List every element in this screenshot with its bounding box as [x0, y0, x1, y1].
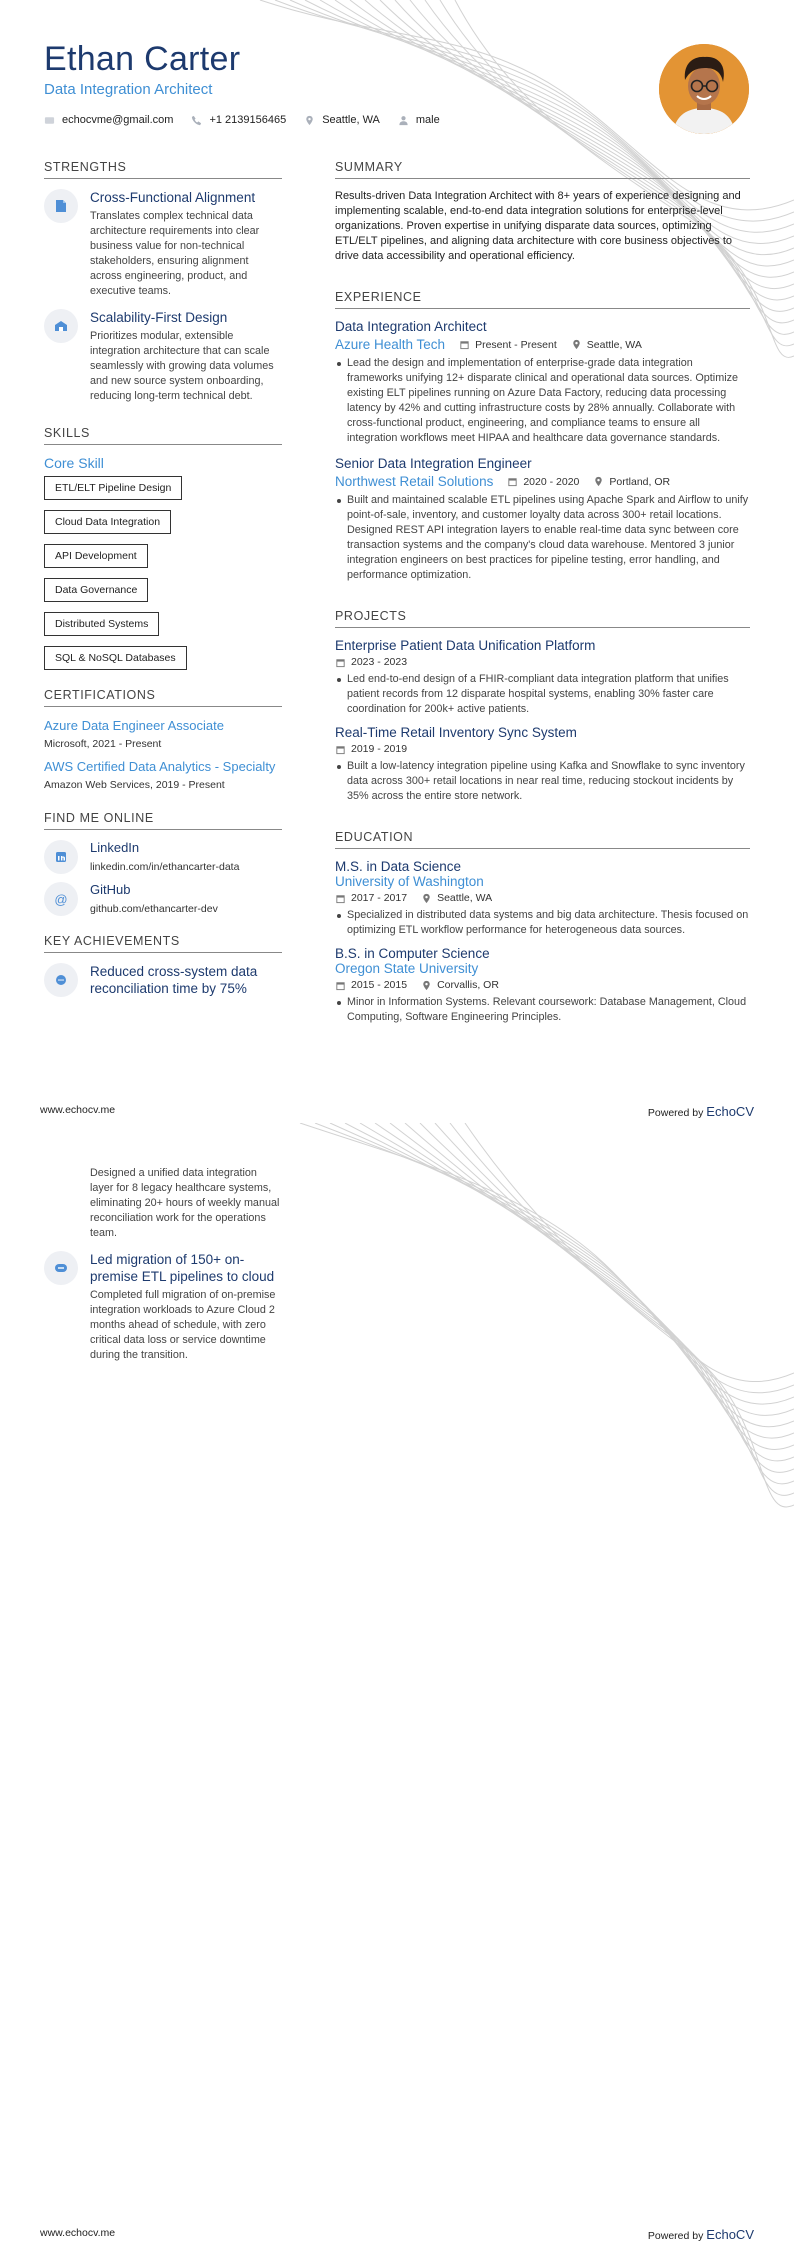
achievement-desc-continued: [44, 1163, 282, 1241]
education-item: [335, 859, 750, 938]
edu-location: Corvallis, OR: [437, 979, 499, 991]
calendar-icon: [335, 980, 346, 991]
project-title: Enterprise Patient Data Unification Platform: [335, 638, 596, 653]
powered-by: Powered by EchoCV: [647, 1104, 754, 1119]
achievement-desc: Designed a unified data integration layer for 8 legacy healthcare systems, eliminating 20+ hours of weekly manual reconciliation work for the operations team.: [90, 1167, 280, 1239]
page-footer: [40, 2227, 754, 2242]
job-title: Data Integration Architect: [335, 319, 487, 334]
experience-item: [335, 456, 750, 583]
social-name: GitHub: [90, 882, 131, 897]
achievement-desc: Completed full migration of on-premise integration workloads to Azure Cloud 2 months ahead of schedule, with zero critical data loss or service downtime during the transition.: [90, 1289, 276, 1361]
edu-bullet: Specialized in distributed data systems and big data architecture. Thesis focused on optimizing ETL workflow performance for heterogeneous data sources.: [335, 908, 750, 938]
location-pin-icon: [421, 980, 432, 991]
experience-item: [335, 319, 750, 446]
location-pin-icon: [421, 893, 432, 904]
edu-location: Seattle, WA: [437, 892, 493, 904]
edu-dates: 2015 - 2015: [351, 979, 408, 991]
summary-heading: SUMMARY: [335, 160, 750, 179]
experience-heading: EXPERIENCE: [335, 290, 750, 309]
project-item: [335, 725, 750, 804]
project-bullet: Led end-to-end design of a FHIR-compliant data integration platform that unifies patient records from 12 disparate hospital systems, enabling 30% faster care coordination for 200k+ active patients.: [335, 672, 750, 717]
right-column: [335, 160, 750, 1025]
candidate-name: Ethan Carter: [44, 40, 241, 78]
person-icon: [398, 115, 409, 126]
social-link[interactable]: [44, 840, 282, 874]
strengths-heading: STRENGTHS: [44, 160, 282, 179]
strength-title: Cross-Functional Alignment: [90, 190, 256, 205]
company-name: Northwest Retail Solutions: [335, 474, 494, 489]
project-title: Real-Time Retail Inventory Sync System: [335, 725, 577, 740]
project-dates: 2019 - 2019: [351, 743, 408, 755]
online-heading: FIND ME ONLINE: [44, 811, 282, 830]
phone-icon: [191, 115, 202, 126]
skill-tag: SQL & NoSQL Databases: [44, 646, 187, 670]
job-dates: 2020 - 2020: [523, 475, 580, 488]
contact-gender: male: [398, 114, 440, 126]
project-bullet: Built a low-latency integration pipeline using Kafka and Snowflake to sync inventory data across 300+ retail locations in near real time, reducing stockout incidents by 35% across the entire store network.: [335, 759, 750, 804]
education-item: [335, 946, 750, 1025]
document-icon: [44, 189, 78, 223]
at-icon: @: [44, 882, 78, 916]
job-title: Senior Data Integration Engineer: [335, 456, 532, 471]
building-icon: [44, 309, 78, 343]
footer-site-link[interactable]: www.echocv.me: [40, 2227, 116, 2239]
job-dates: Present - Present: [475, 338, 557, 351]
skills-heading: SKILLS: [44, 426, 282, 445]
degree: B.S. in Computer Science: [335, 946, 490, 961]
project-dates: 2023 - 2023: [351, 656, 408, 668]
job-location: Seattle, WA: [586, 338, 642, 351]
strength-item: [44, 309, 282, 404]
school: Oregon State University: [335, 961, 479, 976]
contact-row: [44, 114, 440, 126]
page-footer: [40, 1104, 754, 1119]
skill-group-title: Core Skill: [44, 455, 104, 471]
email-icon: [44, 115, 55, 126]
left-column: [44, 160, 282, 1007]
certifications-heading: CERTIFICATIONS: [44, 688, 282, 707]
projects-heading: PROJECTS: [335, 609, 750, 628]
achievement-title: Led migration of 150+ on-premise ETL pipelines to cloud: [90, 1252, 275, 1284]
achievement-title: Reduced cross-system data reconciliation time by 75%: [90, 964, 258, 996]
location-pin-icon: [571, 339, 582, 350]
calendar-icon: [335, 657, 346, 668]
powered-by: Powered by EchoCV: [647, 2227, 754, 2242]
project-item: [335, 638, 750, 717]
calendar-icon: [459, 339, 470, 350]
degree: M.S. in Data Science: [335, 859, 462, 874]
strength-item: [44, 189, 282, 299]
calendar-icon: [335, 744, 346, 755]
badge-icon: [44, 963, 78, 997]
edu-bullet: Minor in Information Systems. Relevant coursework: Database Management, Cloud Computing, Software Engineering Principles.: [335, 995, 750, 1025]
education-heading: EDUCATION: [335, 830, 750, 849]
job-bullet: Built and maintained scalable ETL pipelines using Apache Spark and Airflow to unify point-of-sale, inventory, and customer loyalty data across 300+ retail locations. Designed REST API integration layers to enable real-time data sync between core transaction systems and the company's cloud data warehouse. Mentored 3 junior integration engineers on best practices for pipeline testing, error handling, and performance optimization.: [335, 493, 750, 583]
social-url[interactable]: github.com/ethancarter-dev: [90, 903, 218, 915]
contact-location: Seattle, WA: [304, 114, 380, 126]
brand-logo[interactable]: EchoCV: [706, 1104, 754, 1119]
cert-name: AWS Certified Data Analytics - Specialty: [44, 759, 276, 774]
company-name: Azure Health Tech: [335, 337, 446, 352]
avatar-portrait-icon: [659, 44, 749, 134]
social-link[interactable]: [44, 882, 282, 916]
achievement-item: [44, 1251, 282, 1363]
skill-tag: ETL/ELT Pipeline Design: [44, 476, 182, 500]
skill-tag: Data Governance: [44, 578, 148, 602]
skill-tag: API Development: [44, 544, 148, 568]
cert-meta: Amazon Web Services, 2019 - Present: [44, 779, 225, 791]
brand-logo[interactable]: EchoCV: [706, 2227, 754, 2242]
resume-header: [44, 40, 440, 126]
job-location: Portland, OR: [609, 475, 671, 488]
cert-meta: Microsoft, 2021 - Present: [44, 738, 162, 750]
social-url[interactable]: linkedin.com/in/ethancarter-data: [90, 861, 240, 873]
location-pin-icon: [593, 476, 604, 487]
contact-phone[interactable]: +1 2139156465: [191, 114, 286, 126]
avatar: [659, 44, 749, 134]
location-pin-icon: [304, 115, 315, 126]
cert-name: Azure Data Engineer Associate: [44, 718, 224, 733]
footer-site-link[interactable]: www.echocv.me: [40, 1104, 116, 1116]
contact-email[interactable]: echocvme@gmail.com: [44, 114, 173, 126]
school: University of Washington: [335, 874, 484, 889]
calendar-icon: [507, 476, 518, 487]
resume-page-2: [0, 1123, 794, 2246]
strength-desc: Translates complex technical data architecture requirements into clear business value for non-technical stakeholders, ensuring alignment across engineering, product, and executive teams.: [90, 210, 260, 297]
social-name: LinkedIn: [90, 840, 140, 855]
left-column-continued: [44, 1163, 282, 1373]
strength-title: Scalability-First Design: [90, 310, 228, 325]
calendar-icon: [335, 893, 346, 904]
job-bullet: Lead the design and implementation of enterprise-grade data integration frameworks unifying 12+ disparate clinical and operational data sources. Optimize existing ELT pipelines running on Azure Data Factory, reducing data processing latency by 42% and cutting infrastructure costs by 28% annually. Collaborate with cross-functional product, engineering, and compliance teams to ensure all integration workflows meet HIPAA and healthcare data governance standards.: [335, 356, 750, 446]
skill-tag: Cloud Data Integration: [44, 510, 171, 534]
summary-text: Results-driven Data Integration Architect with 8+ years of experience designing and implementing scalable, end-to-end data integration solutions for enterprise-level organizations. Proven expertise in unifying disparate data sources, optimizing ETL/ELT pipelines, and aligning data architecture with core business objectives to drive data accessibility and operational efficiency.: [335, 190, 741, 262]
achievements-heading: KEY ACHIEVEMENTS: [44, 934, 282, 953]
strength-desc: Prioritizes modular, extensible integration architecture that can scale seamlessly with growing data volumes and new source system onboarding, reducing long-term technical debt.: [90, 330, 274, 402]
skill-tag: Distributed Systems: [44, 612, 159, 636]
cloud-badge-icon: [44, 1251, 78, 1285]
candidate-title: Data Integration Architect: [44, 81, 213, 98]
edu-dates: 2017 - 2017: [351, 892, 408, 904]
linkedin-icon: [44, 840, 78, 874]
achievement-item: [44, 963, 282, 997]
